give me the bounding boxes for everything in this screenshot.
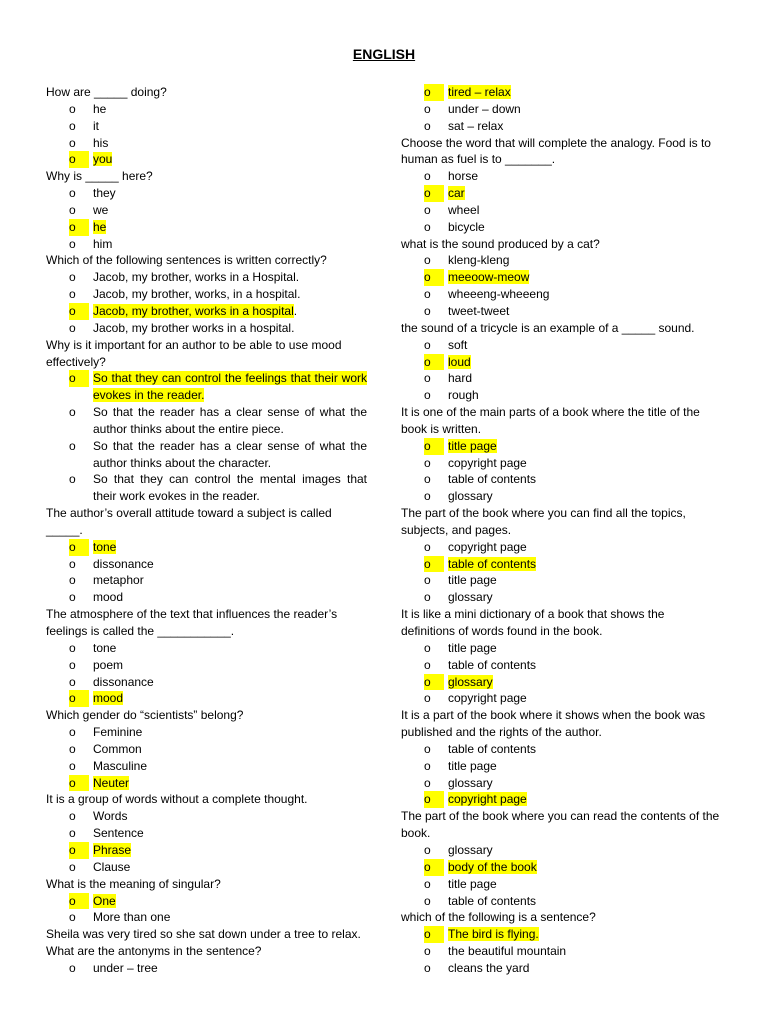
- answer-option-highlighted: [46, 151, 367, 168]
- bullet-icon: o: [69, 556, 76, 571]
- option-text: car: [448, 186, 465, 201]
- bullet-icon: o: [424, 775, 431, 790]
- bullet-icon: o: [69, 539, 89, 556]
- answer-option-highlighted: [401, 859, 721, 876]
- question-block: [46, 252, 367, 336]
- answer-option: [401, 657, 721, 674]
- bullet-icon: o: [424, 944, 431, 959]
- option-text: dissonance: [93, 674, 154, 689]
- option-text: The bird is flying.: [448, 927, 539, 942]
- option-text: hard: [448, 371, 473, 386]
- answer-option: [401, 337, 721, 354]
- answer-option: [46, 674, 367, 691]
- answer-option-highlighted: [401, 926, 721, 943]
- option-text: table of contents: [448, 893, 537, 908]
- answer-option: [46, 118, 367, 135]
- bullet-icon: o: [424, 269, 444, 286]
- bullet-icon: o: [424, 893, 431, 908]
- answer-option: [401, 455, 721, 472]
- left-column: [46, 84, 367, 977]
- answer-option: [401, 640, 721, 657]
- answer-option-highlighted: [401, 438, 721, 455]
- answer-option: [401, 303, 721, 320]
- answer-option: [401, 539, 721, 556]
- answer-option-highlighted: [401, 269, 721, 286]
- bullet-icon: o: [424, 185, 444, 202]
- question-text: The atmosphere of the text that influences the reader’s feelings is called the ___________.: [46, 607, 338, 638]
- answer-option: [401, 589, 721, 606]
- question-block: [401, 808, 721, 909]
- bullet-icon: o: [69, 960, 76, 975]
- option-text: Feminine: [93, 725, 143, 740]
- answer-option: [46, 202, 367, 219]
- option-text: rough: [448, 388, 479, 403]
- question-text: The author’s overall attitude toward a subject is called _____.: [46, 506, 332, 537]
- answer-option: [401, 370, 721, 387]
- bullet-icon: o: [424, 573, 431, 588]
- question-block: [46, 876, 367, 927]
- bullet-icon: o: [69, 674, 76, 689]
- question-block: [46, 337, 367, 505]
- option-text: Jacob, my brother works in a hospital.: [93, 320, 295, 335]
- option-text: table of contents: [448, 741, 537, 756]
- question-block: [46, 791, 367, 875]
- question-block: [401, 135, 721, 236]
- option-text: bicycle: [448, 219, 485, 234]
- option-text: table of contents: [448, 472, 537, 487]
- answer-option: [401, 893, 721, 910]
- bullet-icon: o: [69, 118, 76, 133]
- answer-option-highlighted: [401, 185, 721, 202]
- bullet-icon: o: [69, 370, 89, 387]
- option-list: [46, 101, 367, 168]
- bullet-icon: o: [69, 758, 76, 773]
- bullet-icon: o: [424, 590, 431, 605]
- bullet-icon: o: [69, 186, 76, 201]
- bullet-icon: o: [424, 640, 431, 655]
- option-list: [46, 724, 367, 791]
- bullet-icon: o: [69, 640, 76, 655]
- option-list: [401, 337, 721, 404]
- option-text: mood: [93, 691, 124, 706]
- answer-option: [401, 219, 721, 236]
- answer-option: [46, 101, 367, 118]
- question-block: [401, 707, 721, 808]
- answer-option: [46, 960, 367, 977]
- question-block: [401, 404, 721, 505]
- answer-option-highlighted: [401, 791, 721, 808]
- option-text: Jacob, my brother, works, in a hospital.: [93, 287, 301, 302]
- bullet-icon: o: [69, 690, 89, 707]
- bullet-icon: o: [424, 101, 431, 116]
- option-text: tone: [93, 539, 117, 554]
- bullet-icon: o: [69, 590, 76, 605]
- option-text: One: [93, 893, 116, 908]
- option-text: loud: [448, 354, 471, 369]
- option-text: sat – relax: [448, 118, 504, 133]
- answer-option: [401, 842, 721, 859]
- answer-option: [401, 775, 721, 792]
- bullet-icon: o: [424, 960, 431, 975]
- option-text: glossary: [448, 775, 493, 790]
- bullet-icon: o: [69, 320, 76, 335]
- answer-option: [46, 404, 367, 438]
- bullet-icon: o: [424, 388, 431, 403]
- question-block: [46, 606, 367, 707]
- answer-option: [401, 252, 721, 269]
- option-text: soft: [448, 337, 468, 352]
- question-text: Why is it important for an author to be able to use mood effectively?: [46, 337, 342, 369]
- bullet-icon: o: [69, 101, 76, 116]
- question-text: What is the meaning of singular?: [46, 876, 221, 891]
- answer-option: [401, 943, 721, 960]
- bullet-icon: o: [424, 539, 431, 554]
- question-block: [46, 84, 367, 168]
- answer-option: [401, 741, 721, 758]
- answer-option: [46, 724, 367, 741]
- answer-option: [46, 185, 367, 202]
- answer-option: [46, 909, 367, 926]
- answer-option: [46, 859, 367, 876]
- option-suffix: .: [293, 303, 298, 318]
- question-block: [46, 926, 367, 977]
- answer-option-highlighted: [401, 354, 721, 371]
- bullet-icon: o: [69, 202, 76, 217]
- answer-option: [401, 387, 721, 404]
- option-text: title page: [448, 438, 497, 453]
- question-text: It is a group of words without a complete thought.: [46, 792, 308, 807]
- answer-option: [46, 572, 367, 589]
- bullet-icon: o: [69, 472, 76, 487]
- answer-option: [401, 118, 721, 135]
- option-text: tone: [93, 640, 117, 655]
- option-text: dissonance: [93, 556, 154, 571]
- answer-option: [401, 572, 721, 589]
- answer-option: [46, 758, 367, 775]
- option-list: [401, 84, 721, 135]
- answer-option: [401, 168, 721, 185]
- answer-option: [46, 135, 367, 152]
- answer-option-highlighted: [401, 84, 721, 101]
- question-text: It is like a mini dictionary of a book that shows the definitions of words found in the book.: [401, 607, 665, 638]
- option-list: [46, 539, 367, 606]
- question-text: It is a part of the book where it shows when the book was published and the rights of the author.: [401, 708, 706, 740]
- bullet-icon: o: [69, 303, 89, 320]
- option-text: Neuter: [93, 775, 130, 790]
- answer-option: [46, 808, 367, 825]
- bullet-icon: o: [424, 337, 431, 352]
- option-text: Masculine: [93, 758, 148, 773]
- option-text: kleng-kleng: [448, 253, 510, 268]
- option-text: under – down: [448, 101, 521, 116]
- option-text: copyright page: [448, 539, 527, 554]
- bullet-icon: o: [424, 691, 431, 706]
- bullet-icon: o: [69, 842, 89, 859]
- answer-option: [46, 825, 367, 842]
- option-text: title page: [448, 758, 497, 773]
- option-text: metaphor: [93, 573, 144, 588]
- answer-option-highlighted: [46, 370, 367, 404]
- question-text: Sheila was very tired so she sat down under a tree to relax. What are the antonyms in the sentence?: [46, 927, 361, 959]
- option-text: cleans the yard: [448, 960, 530, 975]
- bullet-icon: o: [424, 354, 444, 371]
- bullet-icon: o: [424, 118, 431, 133]
- question-block: [401, 236, 721, 320]
- bullet-icon: o: [424, 741, 431, 756]
- option-text: copyright page: [448, 455, 527, 470]
- option-text: table of contents: [448, 556, 537, 571]
- question-block: [401, 320, 721, 404]
- option-text: Common: [93, 741, 142, 756]
- option-text: horse: [448, 169, 479, 184]
- answer-option: [401, 876, 721, 893]
- bullet-icon: o: [424, 556, 444, 573]
- answer-option: [46, 741, 367, 758]
- answer-option-highlighted: [46, 539, 367, 556]
- bullet-icon: o: [424, 758, 431, 773]
- option-text: wheeeng-wheeeng: [448, 287, 550, 302]
- option-text: So that the reader has a clear sense of what the author thinks about the character.: [93, 438, 367, 470]
- bullet-icon: o: [424, 371, 431, 386]
- option-text: glossary: [448, 842, 493, 857]
- answer-option: [46, 471, 367, 505]
- bullet-icon: o: [424, 926, 444, 943]
- bullet-icon: o: [69, 725, 76, 740]
- answer-option: [401, 471, 721, 488]
- bullet-icon: o: [69, 573, 76, 588]
- answer-option: [401, 758, 721, 775]
- bullet-icon: o: [69, 236, 76, 251]
- option-list: [401, 539, 721, 606]
- question-text: what is the sound produced by a cat?: [401, 236, 600, 251]
- bullet-icon: o: [424, 202, 431, 217]
- option-text: So that they can control the mental images that their work evokes in the reader.: [93, 472, 367, 504]
- option-text: him: [93, 236, 113, 251]
- option-text: glossary: [448, 590, 493, 605]
- answer-option: [401, 488, 721, 505]
- document-title: ENGLISH: [352, 46, 416, 62]
- answer-option: [46, 236, 367, 253]
- option-text: table of contents: [448, 657, 537, 672]
- option-text: body of the book: [448, 859, 537, 874]
- option-text: tired – relax: [448, 85, 511, 99]
- bullet-icon: o: [424, 219, 431, 234]
- option-text: title page: [448, 573, 497, 588]
- option-text: wheel: [448, 202, 480, 217]
- bullet-icon: o: [424, 287, 431, 302]
- bullet-icon: o: [424, 674, 444, 691]
- bullet-icon: o: [69, 826, 76, 841]
- bullet-icon: o: [69, 135, 76, 150]
- option-list: [46, 269, 367, 336]
- option-text: tweet-tweet: [448, 303, 510, 318]
- option-text: Words: [93, 809, 128, 824]
- question-text: the sound of a tricycle is an example of a _____ sound.: [401, 320, 695, 335]
- option-list: [401, 168, 721, 235]
- option-text: he: [93, 101, 107, 116]
- option-list: [46, 960, 367, 977]
- option-text: Phrase: [93, 842, 132, 857]
- option-text: his: [93, 135, 109, 150]
- option-list: [401, 926, 721, 977]
- question-block: [46, 505, 367, 606]
- option-text: title page: [448, 640, 497, 655]
- option-text: he: [93, 219, 107, 234]
- bullet-icon: o: [424, 84, 444, 101]
- option-text: meeoow-meow: [448, 270, 530, 285]
- option-text: copyright page: [448, 691, 527, 706]
- option-text: title page: [448, 876, 497, 891]
- option-list: [401, 842, 721, 909]
- answer-option: [401, 202, 721, 219]
- question-text: The part of the book where you can read the contents of the book.: [401, 809, 720, 841]
- option-list: [46, 185, 367, 252]
- answer-option-highlighted: [46, 690, 367, 707]
- bullet-icon: o: [69, 438, 76, 453]
- option-text: Jacob, my brother, works in a hospital: [93, 303, 294, 318]
- question-block: [401, 84, 721, 135]
- answer-option-highlighted: [46, 842, 367, 859]
- question-block: [401, 909, 721, 976]
- bullet-icon: o: [69, 151, 89, 168]
- answer-option-highlighted: [46, 303, 367, 320]
- option-text: So that they can control the feelings that their work evokes in the reader.: [93, 371, 367, 403]
- bullet-icon: o: [424, 169, 431, 184]
- option-text: they: [93, 186, 116, 201]
- question-text: How are _____ doing?: [46, 85, 167, 99]
- option-text: the beautiful mountain: [448, 944, 567, 959]
- question-text: Which gender do “scientists” belong?: [46, 708, 244, 723]
- answer-option: [46, 657, 367, 674]
- answer-option: [46, 640, 367, 657]
- bullet-icon: o: [424, 303, 431, 318]
- bullet-icon: o: [69, 910, 76, 925]
- option-text: More than one: [93, 910, 171, 925]
- bullet-icon: o: [424, 438, 444, 455]
- option-text: you: [93, 152, 113, 167]
- option-text: poem: [93, 657, 124, 672]
- option-text: glossary: [448, 674, 493, 689]
- option-text: So that the reader has a clear sense of what the author thinks about the entire piece.: [93, 405, 367, 436]
- answer-option: [46, 269, 367, 286]
- answer-option-highlighted: [46, 893, 367, 910]
- option-list: [46, 893, 367, 927]
- option-list: [401, 640, 721, 707]
- option-list: [401, 741, 721, 808]
- bullet-icon: o: [69, 893, 89, 910]
- answer-option-highlighted: [46, 219, 367, 236]
- bullet-icon: o: [424, 876, 431, 891]
- answer-option: [46, 438, 367, 472]
- option-text: glossary: [448, 489, 493, 504]
- bullet-icon: o: [69, 219, 89, 236]
- answer-option-highlighted: [401, 556, 721, 573]
- option-list: [401, 252, 721, 319]
- bullet-icon: o: [424, 657, 431, 672]
- answer-option: [401, 690, 721, 707]
- question-text: which of the following is a sentence?: [401, 910, 596, 925]
- question-block: [46, 168, 367, 252]
- answer-option: [46, 320, 367, 337]
- question-text: Which of the following sentences is written correctly?: [46, 253, 327, 268]
- option-text: we: [93, 202, 109, 217]
- right-column: [401, 84, 721, 977]
- answer-option: [401, 286, 721, 303]
- option-list: [401, 438, 721, 505]
- answer-option: [46, 589, 367, 606]
- answer-option-highlighted: [46, 775, 367, 792]
- answer-option-highlighted: [401, 674, 721, 691]
- question-text: The part of the book where you can find all the topics, subjects, and pages.: [401, 506, 686, 537]
- bullet-icon: o: [69, 287, 76, 302]
- answer-option: [46, 556, 367, 573]
- question-block: [46, 707, 367, 791]
- option-text: copyright page: [448, 792, 527, 807]
- bullet-icon: o: [69, 741, 76, 756]
- answer-option: [401, 101, 721, 118]
- bullet-icon: o: [69, 775, 89, 792]
- answer-option: [401, 960, 721, 977]
- question-block: [401, 505, 721, 606]
- bullet-icon: o: [69, 859, 76, 874]
- option-text: under – tree: [93, 960, 158, 975]
- option-list: [46, 808, 367, 875]
- question-text: Choose the word that will complete the analogy. Food is to human as fuel is to _______.: [401, 135, 711, 167]
- bullet-icon: o: [69, 657, 76, 672]
- bullet-icon: o: [69, 809, 76, 824]
- question-block: [401, 606, 721, 707]
- option-text: mood: [93, 590, 124, 605]
- bullet-icon: o: [424, 842, 431, 857]
- option-text: Jacob, my brother, works in a Hospital.: [93, 270, 300, 285]
- option-text: Sentence: [93, 826, 144, 841]
- bullet-icon: o: [424, 455, 431, 470]
- option-list: [46, 640, 367, 707]
- option-list: [46, 370, 367, 505]
- bullet-icon: o: [424, 472, 431, 487]
- bullet-icon: o: [69, 405, 76, 420]
- bullet-icon: o: [424, 489, 431, 504]
- option-text: it: [93, 118, 99, 133]
- question-text: Why is _____ here?: [46, 169, 153, 184]
- bullet-icon: o: [424, 253, 431, 268]
- bullet-icon: o: [69, 270, 76, 285]
- option-text: Clause: [93, 859, 131, 874]
- question-text: It is one of the main parts of a book where the title of the book is written.: [401, 405, 700, 436]
- bullet-icon: o: [424, 859, 444, 876]
- answer-option: [46, 286, 367, 303]
- bullet-icon: o: [424, 791, 444, 808]
